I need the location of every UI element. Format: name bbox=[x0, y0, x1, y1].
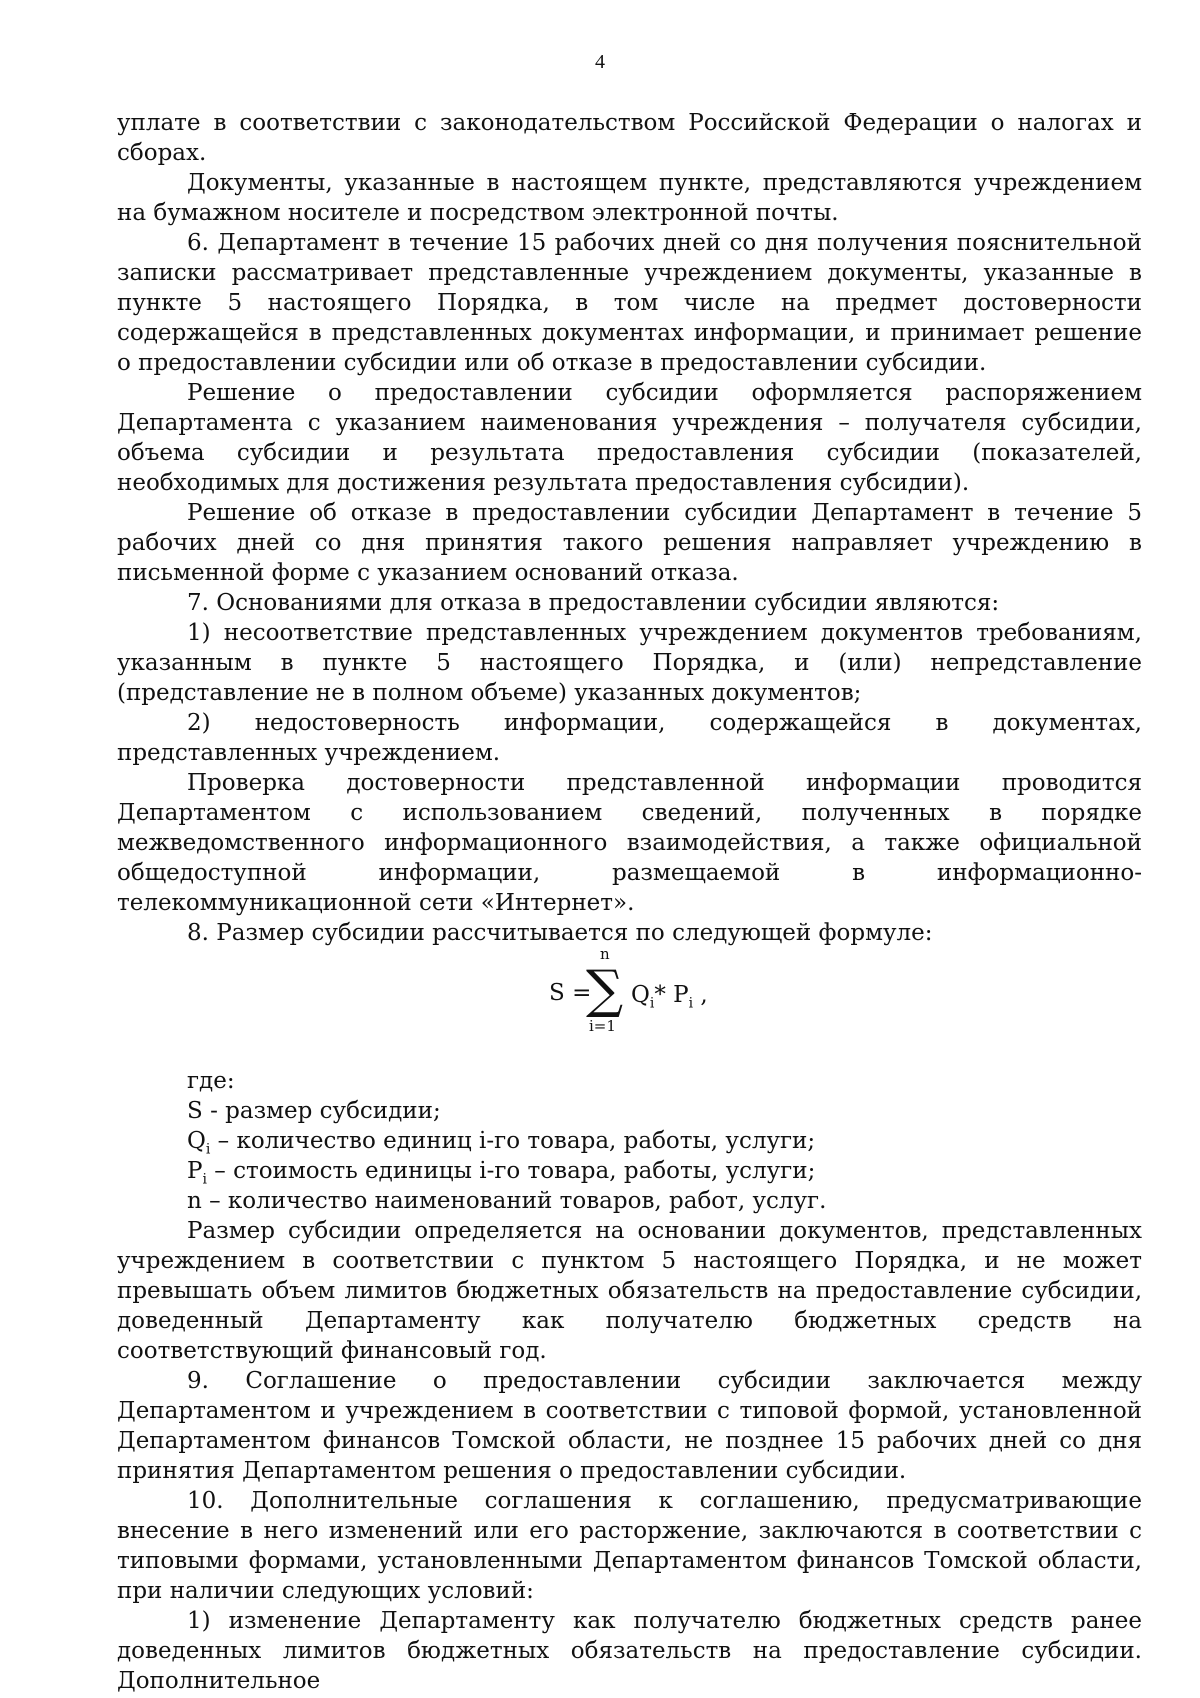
formula-rhs bbox=[631, 980, 708, 1010]
definition-p bbox=[187, 1156, 1142, 1186]
definition-q bbox=[187, 1126, 1142, 1156]
definition-p-index: i bbox=[202, 1171, 207, 1188]
paragraph-item-7-1: 1) несоответствие представленных учреждением документов требованиям, указанным в пункте 5 настоящего Порядка, и (или) непредставление (представление не в полном объеме) указанных документов; bbox=[117, 620, 1142, 706]
definition-s: S - размер субсидии; bbox=[187, 1098, 441, 1124]
definition-q-index: i bbox=[205, 1141, 211, 1158]
definition-p-text: – стоимость единицы i-го товара, работы, услуги; bbox=[206, 1158, 816, 1184]
paragraph-item-7: 7. Основаниями для отказа в предоставлении субсидии являются: bbox=[187, 590, 1000, 616]
definitions-intro: где: bbox=[187, 1068, 235, 1094]
formula-q: Q bbox=[631, 982, 650, 1008]
formula-lhs: S = bbox=[549, 980, 592, 1006]
formula-times-p: * P bbox=[654, 982, 689, 1008]
paragraph-decision-refusal: Решение об отказе в предоставлении субсидии Департамент в течение 5 рабочих дней со дня принятия такого решения направляет учреждению в письменной форме с указанием оснований отказа. bbox=[117, 500, 1142, 586]
paragraph-documents-delivery: Документы, указанные в настоящем пункте, представляются учреждением на бумажном носителе и посредством электронной почты. bbox=[117, 170, 1142, 226]
paragraph-item-9: 9. Соглашение о предоставлении субсидии заключается между Департаментом и учреждением в соответствии с типовой формой, установленной Департаментом финансов Томской области, не позднее 15 рабочих дней со дня принятия Департаментом решения о предоставлении субсидии. bbox=[117, 1368, 1142, 1484]
subsidy-formula bbox=[117, 945, 1142, 1066]
definition-q-text: – количество единиц i-го товара, работы, услуги; bbox=[210, 1128, 816, 1154]
definition-q-symbol: Q bbox=[187, 1128, 206, 1154]
formula-q-index: i bbox=[649, 995, 655, 1012]
paragraph-item-10-1: 1) изменение Департаменту как получателю бюджетных средств ранее доведенных лимитов бюджетных обязательств на предоставление субсидии. Дополнительное bbox=[117, 1608, 1142, 1694]
page-number: 4 bbox=[595, 51, 605, 73]
paragraph-item-6: 6. Департамент в течение 15 рабочих дней со дня получения пояснительной записки рассматривает представленные учреждением документы, указанные в пункте 5 настоящего Порядка, в том числе на предмет достоверности содержащейся в представленных документах информации, и принимает решение о предоставлении субсидии или об отказе в предоставлении субсидии. bbox=[117, 230, 1142, 376]
formula-definitions bbox=[117, 1066, 1142, 1216]
formula-upper-limit: n bbox=[600, 945, 610, 963]
paragraph-item-8: 8. Размер субсидии рассчитывается по следующей формуле: bbox=[187, 920, 933, 946]
paragraph-subsidy-size: Размер субсидии определяется на основании документов, представленных учреждением в соответствии с пунктом 5 настоящего Порядка, и не может превышать объем лимитов бюджетных обязательств на предоставление субсидии, доведенный Департаменту как получателю бюджетных средств на соответствующий финансовый год. bbox=[117, 1218, 1142, 1364]
formula-p-index: i bbox=[688, 995, 694, 1012]
formula-lower-limit: i=1 bbox=[589, 1017, 616, 1035]
definition-n: n – количество наименований товаров, работ, услуг. bbox=[187, 1188, 827, 1214]
paragraph-item-7-2: 2) недостоверность информации, содержащейся в документах, представленных учреждением. bbox=[117, 710, 1142, 766]
paragraph-verification: Проверка достоверности представленной информации проводится Департаментом с использованием сведений, полученных в порядке межведомственного информационного взаимодействия, а также официальной общедоступной информации, размещаемой в информационно-телекоммуникационной сети «Интернет». bbox=[117, 770, 1142, 916]
paragraph-continuation: уплате в соответствии с законодательством Российской Федерации о налогах и сборах. bbox=[117, 110, 1142, 166]
paragraph-item-10: 10. Дополнительные соглашения к соглашению, предусматривающие внесение в него изменений или его расторжение, заключаются в соответствии с типовыми формами, установленными Департаментом финансов Томской области, при наличии следующих условий: bbox=[117, 1488, 1142, 1604]
paragraph-decision-grant: Решение о предоставлении субсидии оформляется распоряжением Департамента с указанием наименования учреждения – получателя субсидии, объема субсидии и результата предоставления субсидии (показателей, необходимых для достижения результата предоставления субсидии). bbox=[117, 380, 1142, 496]
document-body bbox=[117, 108, 1142, 1696]
sum-sigma-icon: ∑ bbox=[586, 960, 624, 1020]
definition-p-symbol: P bbox=[187, 1158, 203, 1184]
formula-tail: , bbox=[693, 982, 708, 1008]
